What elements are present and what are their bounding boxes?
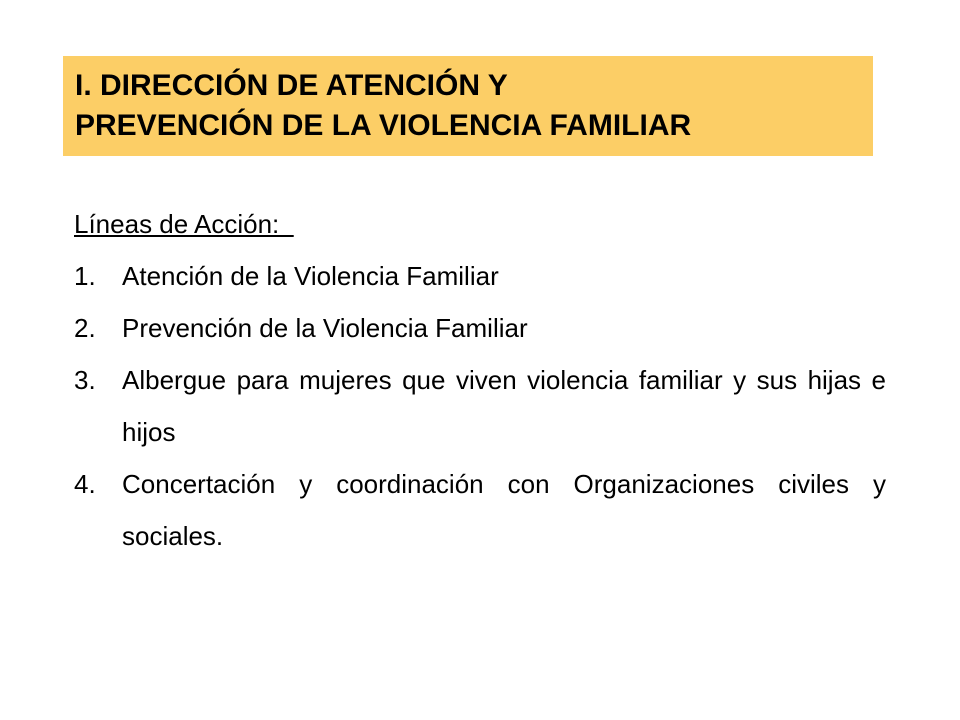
list-item-text: Albergue para mujeres que viven violencia familiar y sus hijas e hijos — [122, 365, 886, 447]
list-item-number: 4. — [74, 469, 96, 499]
list-item — [74, 302, 886, 354]
list-item-number: 2. — [74, 313, 96, 343]
list-item-text: Concertación y coordinación con Organizaciones civiles y sociales. — [122, 469, 886, 551]
list-item — [74, 354, 886, 458]
list-item-text: Atención de la Violencia Familiar — [122, 261, 499, 291]
title-line-1: I. DIRECCIÓN DE ATENCIÓN Y — [75, 69, 508, 102]
content-body — [74, 198, 886, 562]
list-item-text: Prevención de la Violencia Familiar — [122, 313, 528, 343]
title-banner — [63, 56, 873, 156]
list-item-number: 3. — [74, 365, 96, 395]
section-heading: Líneas de Acción: — [74, 209, 294, 239]
list-item — [74, 250, 886, 302]
title-line-2: PREVENCIÓN DE LA VIOLENCIA FAMILIAR — [75, 109, 692, 142]
list-item-number: 1. — [74, 261, 96, 291]
list-item — [74, 458, 886, 562]
